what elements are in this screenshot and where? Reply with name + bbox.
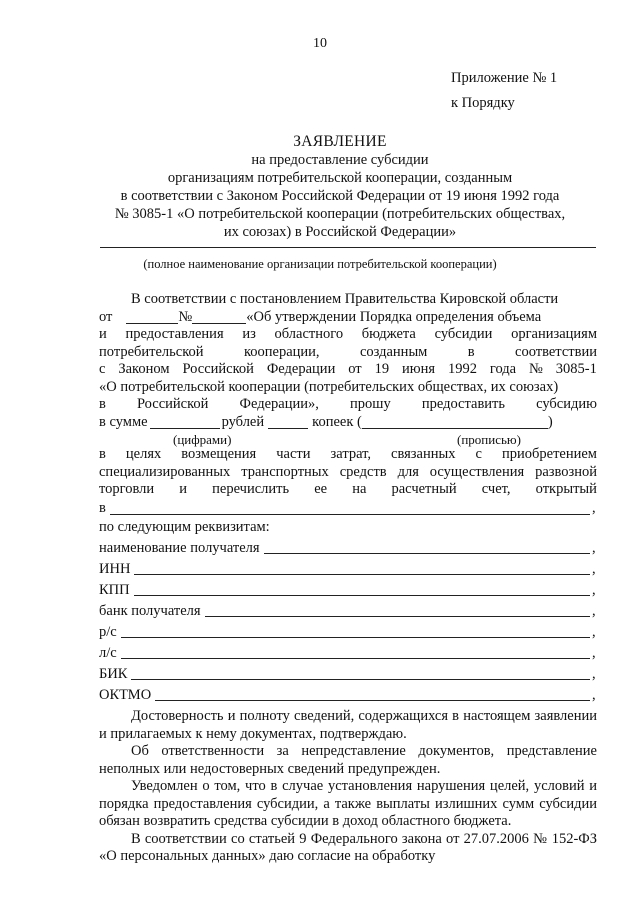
intro-line bbox=[99, 519, 597, 537]
statement-paragraph: Достоверность и полноту сведений, содержащихся в настоящем заявлении и прилагаемых к нему документах, подтверждаю. bbox=[99, 708, 597, 742]
title-line: в соответствии с Законом Российской Федерации от 19 июня 1992 года bbox=[120, 188, 560, 204]
appendix-header bbox=[451, 66, 557, 116]
intro-word: перечислить bbox=[212, 481, 290, 497]
intro-word: связанных bbox=[391, 446, 456, 462]
intro-word: прошу bbox=[350, 396, 391, 412]
amount-kopecks-field[interactable] bbox=[268, 414, 308, 429]
intro-word: специализированных bbox=[99, 463, 231, 480]
settlement-account-field[interactable] bbox=[121, 636, 590, 638]
intro-text: от bbox=[99, 308, 113, 325]
requisite-row bbox=[99, 683, 597, 704]
statement-paragraph: В соответствии со статьей 9 Федерального закона от 27.07.2006 № 152-ФЗ «О персональных данных» даю согласие на обработку bbox=[99, 830, 597, 864]
intro-word: организациям bbox=[511, 326, 597, 342]
intro-word: июня bbox=[402, 361, 436, 377]
intro-word: бюджета bbox=[361, 326, 416, 342]
appendix-reference: к Порядку bbox=[451, 95, 515, 111]
intro-word: осуществления bbox=[429, 463, 525, 480]
comma: , bbox=[592, 539, 596, 556]
requisite-row bbox=[99, 620, 597, 641]
intro-text: копеек ( bbox=[312, 413, 362, 430]
intro-word: с bbox=[99, 361, 106, 377]
amount-rubles-field[interactable] bbox=[150, 414, 220, 429]
intro-word: открытый bbox=[535, 481, 597, 497]
comma: , bbox=[592, 602, 596, 619]
intro-word: в bbox=[467, 343, 475, 360]
intro-text: рублей bbox=[221, 413, 265, 430]
comma: , bbox=[592, 581, 596, 598]
resolution-date-field[interactable] bbox=[126, 309, 178, 324]
amount-in-words-field[interactable] bbox=[362, 414, 548, 429]
intro-word: в bbox=[99, 446, 106, 462]
application-body bbox=[99, 291, 597, 866]
comma: , bbox=[592, 665, 596, 682]
intro-word: из bbox=[242, 326, 256, 342]
title-line: на предоставление субсидии bbox=[251, 152, 429, 168]
intro-word: 3085-1 bbox=[555, 361, 597, 377]
intro-word: торговли bbox=[99, 481, 155, 497]
intro-word: приобретением bbox=[501, 446, 597, 462]
intro-word: Федерации», bbox=[239, 396, 319, 412]
intro-word: затрат, bbox=[330, 446, 372, 462]
title-heading: ЗАЯВЛЕНИЕ bbox=[293, 133, 387, 150]
bik-field[interactable] bbox=[131, 678, 590, 680]
statement-paragraph: Уведомлен о том, что в случае установления нарушения целей, условий и порядка предоставления субсидии, а также выплаты излишних сумм субсидии обязан возвратить средства субсидии в доход областного бюджета. bbox=[99, 778, 597, 829]
recipient-bank-label: банк получателя bbox=[99, 602, 201, 619]
intro-word: 1992 bbox=[447, 361, 477, 377]
intro-word: на bbox=[352, 481, 367, 497]
intro-word: средств bbox=[339, 463, 387, 480]
intro-word: кооперации, bbox=[243, 343, 320, 360]
intro-word: расчетный bbox=[391, 481, 457, 497]
intro-word: Федерации bbox=[266, 361, 336, 377]
intro-text: «О потребительской кооперации (потребительских обществах, их союзах) bbox=[99, 378, 559, 395]
intro-line bbox=[99, 309, 597, 327]
amount-captions bbox=[99, 431, 597, 446]
requisite-row bbox=[99, 557, 597, 578]
intro-word: 19 bbox=[374, 361, 390, 377]
bik-label: БИК bbox=[99, 665, 128, 682]
statements bbox=[99, 708, 597, 866]
intro-word: предоставления bbox=[125, 326, 224, 342]
comma: , bbox=[592, 500, 596, 516]
oktmo-field[interactable] bbox=[155, 699, 590, 701]
intro-word: и bbox=[99, 326, 107, 342]
inn-field[interactable] bbox=[134, 573, 590, 575]
settlement-account-label: р/с bbox=[99, 623, 117, 640]
intro-word: от bbox=[348, 361, 362, 377]
intro-line bbox=[99, 326, 597, 344]
intro-word: счет, bbox=[481, 481, 511, 497]
intro-line bbox=[99, 446, 597, 464]
intro-line bbox=[99, 344, 597, 362]
intro-word: Российской bbox=[136, 396, 209, 412]
intro-word: предоставить bbox=[421, 396, 505, 412]
kpp-label: КПП bbox=[99, 581, 130, 598]
intro-line bbox=[99, 464, 597, 482]
intro-text: В соответствии с постановлением Правительства Кировской области bbox=[131, 291, 559, 307]
bank-opened-in-field[interactable] bbox=[110, 513, 590, 515]
appendix-number: Приложение № 1 bbox=[451, 70, 558, 86]
resolution-number-field[interactable] bbox=[192, 309, 246, 324]
intro-line bbox=[99, 396, 597, 414]
intro-word: года bbox=[489, 361, 517, 377]
organization-name-field[interactable] bbox=[100, 247, 596, 248]
recipient-name-field[interactable] bbox=[264, 552, 590, 554]
intro-text: в bbox=[99, 500, 106, 516]
intro-text: № bbox=[178, 308, 193, 325]
intro-word: для bbox=[397, 463, 419, 480]
intro-word: Законом bbox=[118, 361, 170, 377]
intro-word: с bbox=[475, 446, 482, 462]
title-line: их союзах) в Российской Федерации» bbox=[223, 224, 457, 240]
intro-word: субсидию bbox=[536, 396, 597, 412]
intro-text: по следующим реквизитам: bbox=[99, 518, 270, 535]
inn-label: ИНН bbox=[99, 560, 131, 577]
requisite-row bbox=[99, 536, 597, 557]
comma: , bbox=[592, 623, 596, 640]
intro-text: «Об утверждении Порядка определения объема bbox=[246, 308, 542, 325]
comma: , bbox=[592, 560, 596, 577]
intro-word: в bbox=[99, 396, 106, 412]
intro-text: ) bbox=[547, 413, 553, 430]
requisite-row bbox=[99, 578, 597, 599]
caption-words: (прописью) bbox=[457, 432, 521, 447]
intro-word: соответствии bbox=[515, 343, 597, 360]
intro-word: № bbox=[529, 361, 543, 377]
amount-line bbox=[99, 414, 597, 432]
intro-word: созданным bbox=[359, 343, 428, 360]
requisite-row bbox=[99, 641, 597, 662]
intro-line bbox=[99, 481, 597, 499]
requisite-row bbox=[99, 662, 597, 683]
title-line: организациям потребительской кооперации, созданным bbox=[167, 170, 513, 186]
intro-word: целях bbox=[125, 446, 162, 462]
intro-line bbox=[99, 379, 597, 397]
oktmo-label: ОКТМО bbox=[99, 686, 152, 703]
intro-word: развозной bbox=[535, 463, 597, 480]
intro-word: части bbox=[276, 446, 311, 462]
requisite-row bbox=[99, 599, 597, 620]
recipient-bank-field[interactable] bbox=[205, 615, 590, 617]
intro-word: и bbox=[179, 481, 188, 497]
intro-line bbox=[99, 291, 597, 309]
intro-word: ее bbox=[314, 481, 328, 497]
title-line: № 3085-1 «О потребительской кооперации (потребительских обществах, bbox=[114, 206, 566, 222]
intro-word: субсидии bbox=[434, 326, 493, 342]
statement-paragraph: Об ответственности за непредставление документов, представление неполных или недостоверных сведений предупрежден. bbox=[99, 743, 597, 777]
personal-account-label: л/с bbox=[99, 644, 117, 661]
bank-opened-in-row bbox=[99, 499, 597, 518]
page-number: 10 bbox=[313, 36, 327, 51]
organization-name-caption: (полное наименование организации потребительской кооперации) bbox=[143, 257, 497, 271]
intro-line bbox=[99, 361, 597, 379]
intro-word: транспортных bbox=[241, 463, 329, 480]
intro-text: в сумме bbox=[99, 413, 148, 430]
recipient-name-label: наименование получателя bbox=[99, 539, 260, 556]
comma: , bbox=[592, 644, 596, 661]
personal-account-field[interactable] bbox=[121, 657, 590, 659]
intro-word: возмещения bbox=[181, 446, 257, 462]
intro-word: Российской bbox=[182, 361, 254, 377]
intro-word: потребительской bbox=[99, 343, 204, 360]
comma: , bbox=[592, 686, 596, 703]
intro-word: областного bbox=[274, 326, 344, 342]
kpp-field[interactable] bbox=[134, 594, 590, 596]
document-title bbox=[60, 133, 620, 241]
caption-digits: (цифрами) bbox=[173, 432, 232, 447]
